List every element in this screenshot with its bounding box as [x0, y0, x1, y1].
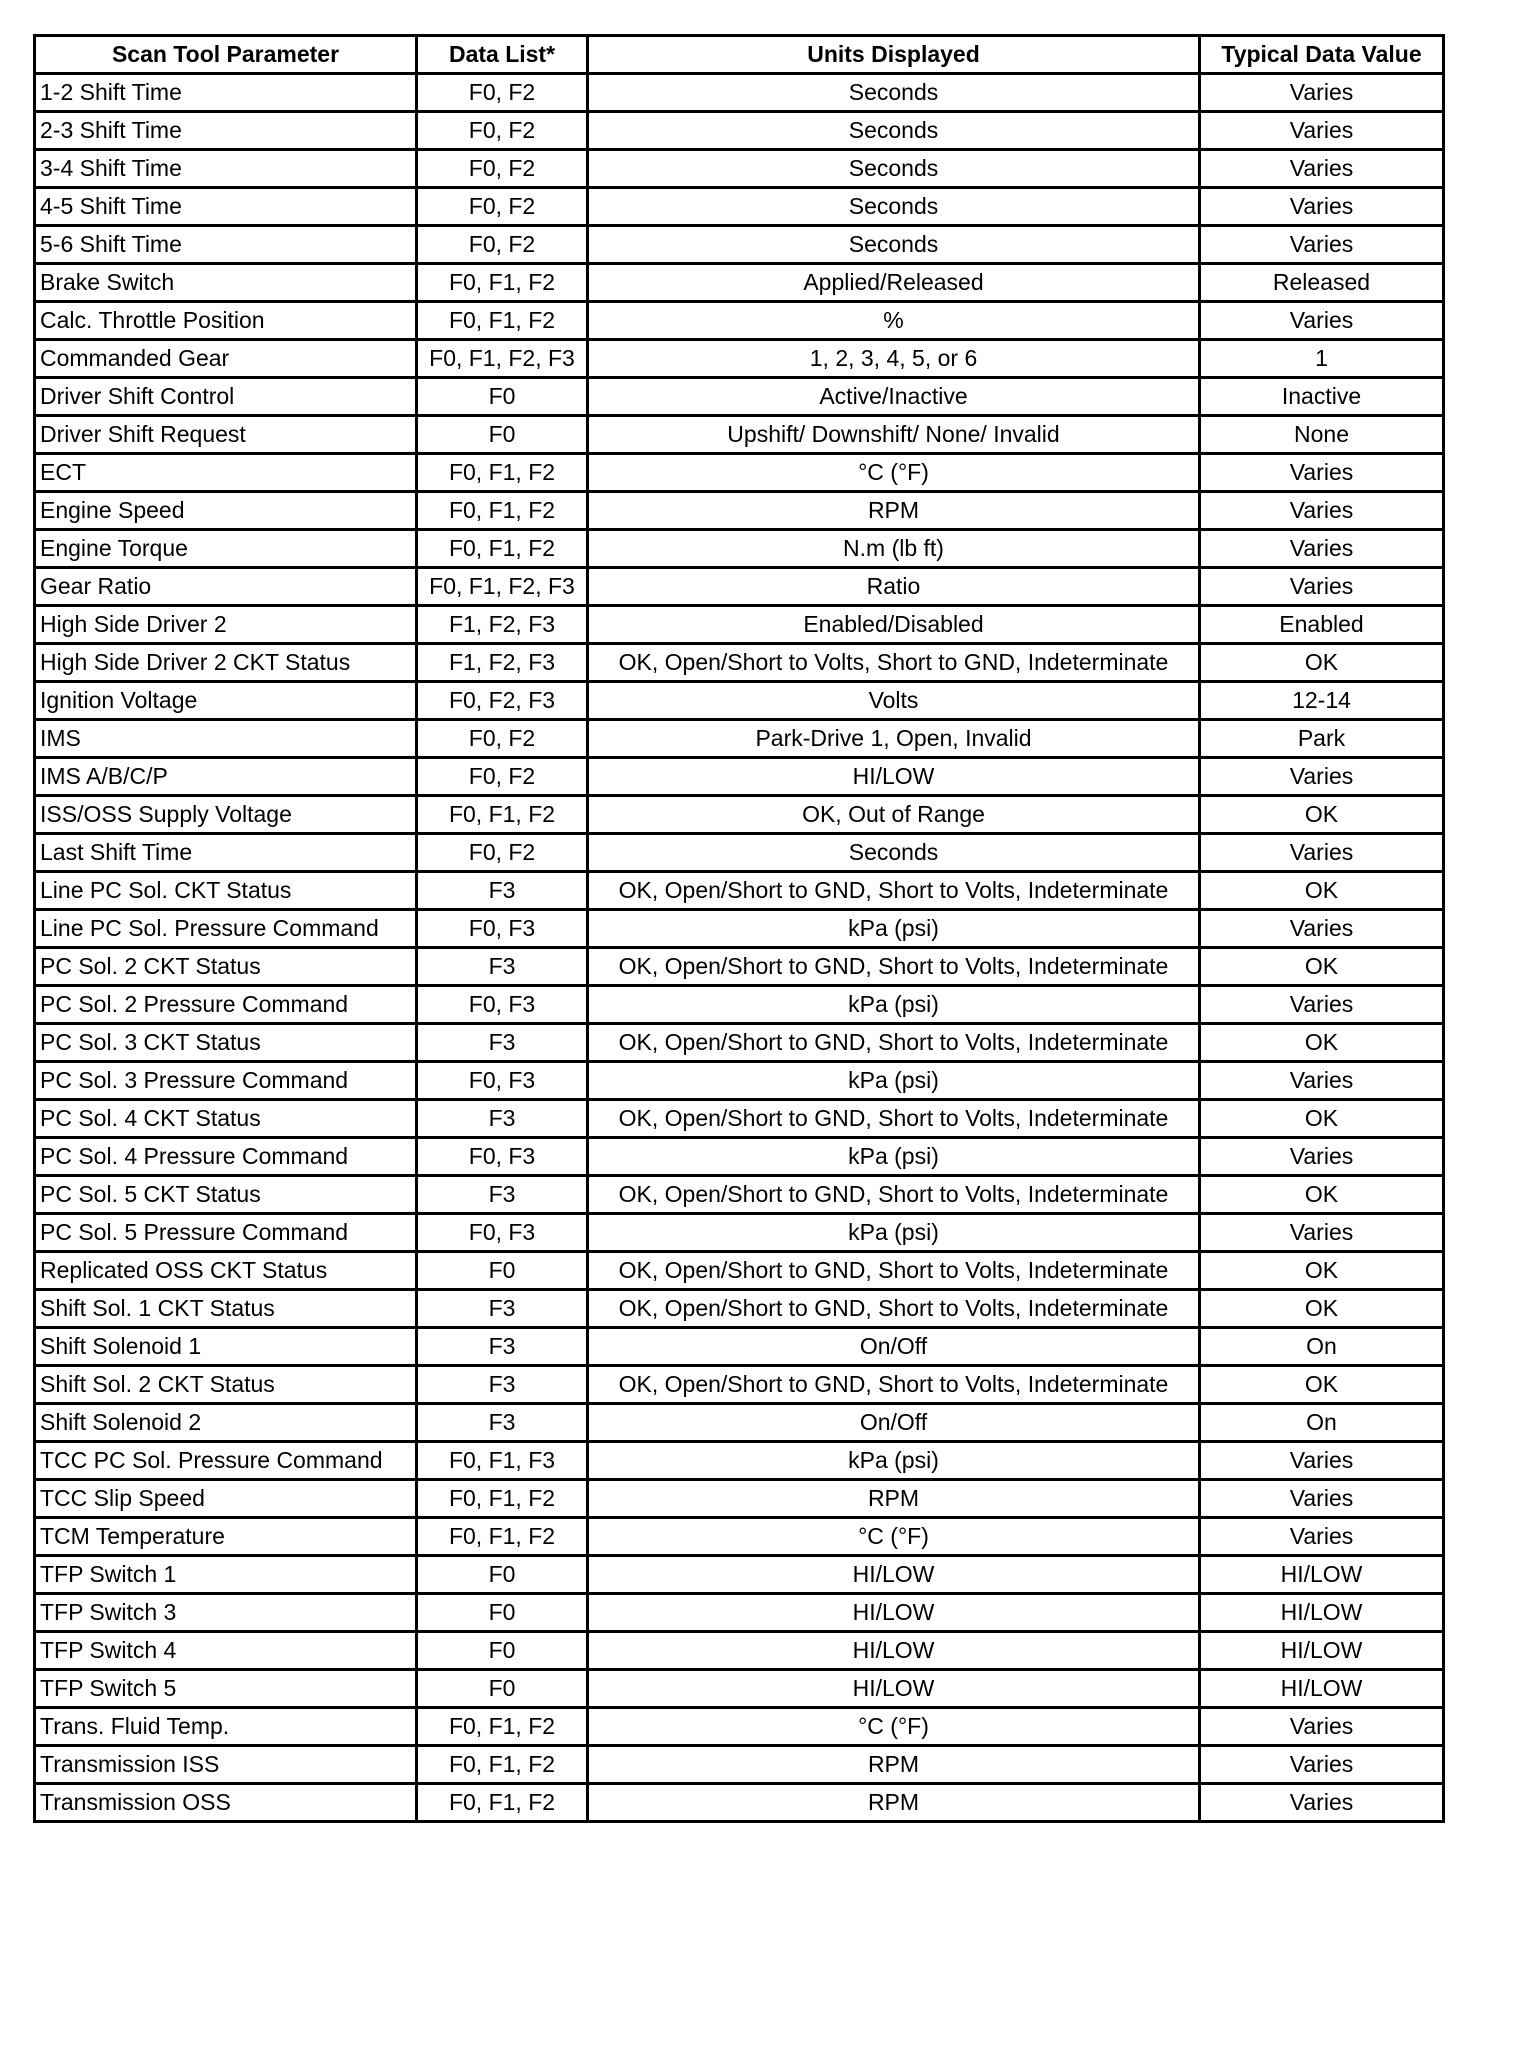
cell-units: OK, Open/Short to GND, Short to Volts, Indeterminate	[588, 872, 1200, 910]
cell-data-list: F0, F1, F2, F3	[417, 340, 588, 378]
table-row	[35, 644, 1444, 682]
table-row	[35, 188, 1444, 226]
cell-parameter: Shift Solenoid 2	[35, 1404, 417, 1442]
table-row	[35, 1632, 1444, 1670]
cell-units: 1, 2, 3, 4, 5, or 6	[588, 340, 1200, 378]
cell-units: Seconds	[588, 150, 1200, 188]
table-row	[35, 1518, 1444, 1556]
table-row	[35, 1708, 1444, 1746]
table-row	[35, 986, 1444, 1024]
cell-parameter: Engine Torque	[35, 530, 417, 568]
cell-parameter: Line PC Sol. Pressure Command	[35, 910, 417, 948]
cell-parameter: TFP Switch 5	[35, 1670, 417, 1708]
table-row	[35, 1214, 1444, 1252]
table-row	[35, 1442, 1444, 1480]
cell-parameter: TFP Switch 4	[35, 1632, 417, 1670]
cell-data-list: F3	[417, 1176, 588, 1214]
table-row	[35, 1290, 1444, 1328]
cell-typical-value: OK	[1200, 1176, 1444, 1214]
table-row	[35, 1784, 1444, 1822]
cell-typical-value: 1	[1200, 340, 1444, 378]
cell-typical-value: Inactive	[1200, 378, 1444, 416]
table-body	[35, 74, 1444, 1822]
table-row	[35, 1024, 1444, 1062]
cell-parameter: 5-6 Shift Time	[35, 226, 417, 264]
table-row	[35, 758, 1444, 796]
cell-units: HI/LOW	[588, 1594, 1200, 1632]
table-row	[35, 910, 1444, 948]
cell-data-list: F0, F1, F2	[417, 1746, 588, 1784]
table-row	[35, 264, 1444, 302]
cell-parameter: IMS	[35, 720, 417, 758]
table-row	[35, 1746, 1444, 1784]
cell-parameter: Last Shift Time	[35, 834, 417, 872]
cell-parameter: TCM Temperature	[35, 1518, 417, 1556]
cell-typical-value: Varies	[1200, 986, 1444, 1024]
cell-units: Enabled/Disabled	[588, 606, 1200, 644]
cell-typical-value: Released	[1200, 264, 1444, 302]
cell-typical-value: Varies	[1200, 302, 1444, 340]
cell-typical-value: Varies	[1200, 1746, 1444, 1784]
cell-data-list: F0	[417, 416, 588, 454]
cell-parameter: PC Sol. 5 Pressure Command	[35, 1214, 417, 1252]
table-row	[35, 454, 1444, 492]
cell-units: OK, Open/Short to GND, Short to Volts, Indeterminate	[588, 1024, 1200, 1062]
cell-typical-value: Enabled	[1200, 606, 1444, 644]
cell-data-list: F0	[417, 1252, 588, 1290]
cell-units: HI/LOW	[588, 758, 1200, 796]
cell-units: kPa (psi)	[588, 1214, 1200, 1252]
cell-parameter: PC Sol. 5 CKT Status	[35, 1176, 417, 1214]
cell-typical-value: HI/LOW	[1200, 1632, 1444, 1670]
cell-units: °C (°F)	[588, 1708, 1200, 1746]
cell-data-list: F0, F1, F2	[417, 1784, 588, 1822]
cell-parameter: ECT	[35, 454, 417, 492]
cell-units: Seconds	[588, 226, 1200, 264]
table-row	[35, 530, 1444, 568]
cell-typical-value: Varies	[1200, 226, 1444, 264]
cell-parameter: Ignition Voltage	[35, 682, 417, 720]
cell-typical-value: Varies	[1200, 910, 1444, 948]
table-row	[35, 112, 1444, 150]
cell-typical-value: OK	[1200, 796, 1444, 834]
cell-typical-value: OK	[1200, 1024, 1444, 1062]
cell-units: RPM	[588, 1746, 1200, 1784]
table-row	[35, 302, 1444, 340]
cell-data-list: F0, F1, F3	[417, 1442, 588, 1480]
cell-typical-value: HI/LOW	[1200, 1670, 1444, 1708]
cell-units: N.m (lb ft)	[588, 530, 1200, 568]
cell-parameter: Shift Sol. 2 CKT Status	[35, 1366, 417, 1404]
cell-units: Ratio	[588, 568, 1200, 606]
cell-data-list: F3	[417, 1100, 588, 1138]
table-row	[35, 606, 1444, 644]
scan-tool-data-table	[33, 34, 1445, 1823]
cell-parameter: Gear Ratio	[35, 568, 417, 606]
cell-data-list: F0, F3	[417, 910, 588, 948]
cell-units: HI/LOW	[588, 1556, 1200, 1594]
cell-parameter: TFP Switch 1	[35, 1556, 417, 1594]
cell-units: OK, Open/Short to GND, Short to Volts, Indeterminate	[588, 1252, 1200, 1290]
cell-typical-value: None	[1200, 416, 1444, 454]
cell-parameter: Trans. Fluid Temp.	[35, 1708, 417, 1746]
cell-units: %	[588, 302, 1200, 340]
cell-parameter: IMS A/B/C/P	[35, 758, 417, 796]
cell-units: HI/LOW	[588, 1632, 1200, 1670]
cell-typical-value: Varies	[1200, 1442, 1444, 1480]
cell-parameter: Replicated OSS CKT Status	[35, 1252, 417, 1290]
cell-units: °C (°F)	[588, 1518, 1200, 1556]
table-row	[35, 340, 1444, 378]
table-row	[35, 1176, 1444, 1214]
cell-units: OK, Open/Short to GND, Short to Volts, Indeterminate	[588, 1100, 1200, 1138]
cell-data-list: F3	[417, 1290, 588, 1328]
cell-data-list: F1, F2, F3	[417, 606, 588, 644]
cell-units: RPM	[588, 492, 1200, 530]
cell-typical-value: HI/LOW	[1200, 1556, 1444, 1594]
cell-typical-value: OK	[1200, 872, 1444, 910]
cell-parameter: PC Sol. 2 CKT Status	[35, 948, 417, 986]
cell-data-list: F0	[417, 1556, 588, 1594]
cell-parameter: TCC Slip Speed	[35, 1480, 417, 1518]
cell-typical-value: Varies	[1200, 758, 1444, 796]
cell-typical-value: Park	[1200, 720, 1444, 758]
table-row	[35, 682, 1444, 720]
table-row	[35, 872, 1444, 910]
cell-units: kPa (psi)	[588, 986, 1200, 1024]
cell-data-list: F0	[417, 378, 588, 416]
cell-units: RPM	[588, 1480, 1200, 1518]
cell-units: RPM	[588, 1784, 1200, 1822]
cell-units: Seconds	[588, 188, 1200, 226]
cell-parameter: Transmission OSS	[35, 1784, 417, 1822]
table-row	[35, 948, 1444, 986]
table-row	[35, 1328, 1444, 1366]
table-row	[35, 1670, 1444, 1708]
cell-typical-value: Varies	[1200, 1062, 1444, 1100]
cell-units: kPa (psi)	[588, 1442, 1200, 1480]
cell-units: OK, Out of Range	[588, 796, 1200, 834]
table-row	[35, 1480, 1444, 1518]
table-row	[35, 796, 1444, 834]
cell-data-list: F0, F1, F2	[417, 492, 588, 530]
cell-typical-value: On	[1200, 1404, 1444, 1442]
table-row	[35, 378, 1444, 416]
cell-parameter: PC Sol. 2 Pressure Command	[35, 986, 417, 1024]
cell-typical-value: HI/LOW	[1200, 1594, 1444, 1632]
cell-parameter: PC Sol. 4 CKT Status	[35, 1100, 417, 1138]
cell-data-list: F0, F2	[417, 74, 588, 112]
table-row	[35, 1138, 1444, 1176]
cell-data-list: F0, F2	[417, 150, 588, 188]
cell-parameter: High Side Driver 2 CKT Status	[35, 644, 417, 682]
cell-parameter: Transmission ISS	[35, 1746, 417, 1784]
cell-parameter: 4-5 Shift Time	[35, 188, 417, 226]
cell-parameter: 3-4 Shift Time	[35, 150, 417, 188]
table-row	[35, 1100, 1444, 1138]
cell-typical-value: OK	[1200, 1366, 1444, 1404]
cell-data-list: F0	[417, 1594, 588, 1632]
scan-tool-data-sheet	[33, 34, 1442, 1823]
cell-units: Applied/Released	[588, 264, 1200, 302]
cell-data-list: F3	[417, 948, 588, 986]
cell-parameter: High Side Driver 2	[35, 606, 417, 644]
cell-typical-value: Varies	[1200, 834, 1444, 872]
cell-units: Seconds	[588, 112, 1200, 150]
cell-data-list: F0, F2	[417, 188, 588, 226]
table-row	[35, 74, 1444, 112]
cell-parameter: Shift Sol. 1 CKT Status	[35, 1290, 417, 1328]
cell-units: OK, Open/Short to GND, Short to Volts, Indeterminate	[588, 1366, 1200, 1404]
cell-data-list: F0, F3	[417, 986, 588, 1024]
cell-typical-value: On	[1200, 1328, 1444, 1366]
cell-typical-value: Varies	[1200, 1214, 1444, 1252]
cell-units: Upshift/ Downshift/ None/ Invalid	[588, 416, 1200, 454]
cell-data-list: F0, F1, F2	[417, 1480, 588, 1518]
cell-typical-value: Varies	[1200, 1480, 1444, 1518]
cell-data-list: F0, F3	[417, 1214, 588, 1252]
cell-units: Seconds	[588, 74, 1200, 112]
cell-parameter: PC Sol. 3 CKT Status	[35, 1024, 417, 1062]
cell-data-list: F0, F2	[417, 226, 588, 264]
cell-typical-value: 12-14	[1200, 682, 1444, 720]
cell-parameter: Calc. Throttle Position	[35, 302, 417, 340]
cell-parameter: Driver Shift Request	[35, 416, 417, 454]
cell-data-list: F0, F2	[417, 720, 588, 758]
cell-parameter: Engine Speed	[35, 492, 417, 530]
cell-data-list: F0, F2	[417, 834, 588, 872]
cell-data-list: F3	[417, 872, 588, 910]
cell-parameter: Driver Shift Control	[35, 378, 417, 416]
cell-data-list: F0, F1, F2	[417, 1518, 588, 1556]
cell-typical-value: OK	[1200, 1100, 1444, 1138]
table-row	[35, 1062, 1444, 1100]
table-row	[35, 1252, 1444, 1290]
cell-parameter: Commanded Gear	[35, 340, 417, 378]
cell-typical-value: Varies	[1200, 1138, 1444, 1176]
cell-units: °C (°F)	[588, 454, 1200, 492]
cell-units: On/Off	[588, 1404, 1200, 1442]
cell-typical-value: Varies	[1200, 492, 1444, 530]
cell-data-list: F0, F1, F2	[417, 530, 588, 568]
cell-data-list: F0, F1, F2, F3	[417, 568, 588, 606]
table-row	[35, 416, 1444, 454]
cell-data-list: F0, F1, F2	[417, 454, 588, 492]
table-row	[35, 1404, 1444, 1442]
column-header-typical-value: Typical Data Value	[1200, 36, 1444, 74]
table-row	[35, 1556, 1444, 1594]
cell-typical-value: Varies	[1200, 530, 1444, 568]
cell-data-list: F1, F2, F3	[417, 644, 588, 682]
cell-units: kPa (psi)	[588, 1062, 1200, 1100]
cell-parameter: TCC PC Sol. Pressure Command	[35, 1442, 417, 1480]
table-row	[35, 568, 1444, 606]
table-row	[35, 150, 1444, 188]
cell-data-list: F0	[417, 1632, 588, 1670]
cell-typical-value: Varies	[1200, 1784, 1444, 1822]
cell-data-list: F0, F1, F2	[417, 1708, 588, 1746]
cell-data-list: F0, F1, F2	[417, 264, 588, 302]
cell-typical-value: Varies	[1200, 568, 1444, 606]
cell-parameter: 2-3 Shift Time	[35, 112, 417, 150]
cell-data-list: F3	[417, 1366, 588, 1404]
cell-data-list: F0, F1, F2	[417, 796, 588, 834]
cell-parameter: ISS/OSS Supply Voltage	[35, 796, 417, 834]
cell-data-list: F0, F2, F3	[417, 682, 588, 720]
cell-typical-value: Varies	[1200, 112, 1444, 150]
cell-parameter: 1-2 Shift Time	[35, 74, 417, 112]
table-row	[35, 492, 1444, 530]
cell-units: Park-Drive 1, Open, Invalid	[588, 720, 1200, 758]
table-row	[35, 720, 1444, 758]
cell-parameter: TFP Switch 3	[35, 1594, 417, 1632]
cell-units: Volts	[588, 682, 1200, 720]
column-header-parameter: Scan Tool Parameter	[35, 36, 417, 74]
cell-typical-value: Varies	[1200, 150, 1444, 188]
table-row	[35, 834, 1444, 872]
cell-data-list: F0, F1, F2	[417, 302, 588, 340]
cell-typical-value: Varies	[1200, 454, 1444, 492]
cell-units: kPa (psi)	[588, 910, 1200, 948]
cell-data-list: F3	[417, 1404, 588, 1442]
cell-data-list: F0, F3	[417, 1138, 588, 1176]
cell-units: OK, Open/Short to GND, Short to Volts, Indeterminate	[588, 948, 1200, 986]
cell-parameter: Shift Solenoid 1	[35, 1328, 417, 1366]
cell-units: kPa (psi)	[588, 1138, 1200, 1176]
cell-data-list: F0, F2	[417, 112, 588, 150]
cell-units: Active/Inactive	[588, 378, 1200, 416]
cell-typical-value: Varies	[1200, 188, 1444, 226]
cell-typical-value: Varies	[1200, 1708, 1444, 1746]
table-row	[35, 1366, 1444, 1404]
table-row	[35, 226, 1444, 264]
cell-parameter: Line PC Sol. CKT Status	[35, 872, 417, 910]
cell-typical-value: Varies	[1200, 74, 1444, 112]
column-header-data-list: Data List*	[417, 36, 588, 74]
cell-typical-value: Varies	[1200, 1518, 1444, 1556]
cell-data-list: F0	[417, 1670, 588, 1708]
table-row	[35, 1594, 1444, 1632]
cell-units: Seconds	[588, 834, 1200, 872]
cell-typical-value: OK	[1200, 644, 1444, 682]
cell-parameter: PC Sol. 4 Pressure Command	[35, 1138, 417, 1176]
cell-data-list: F3	[417, 1328, 588, 1366]
cell-units: OK, Open/Short to GND, Short to Volts, Indeterminate	[588, 1176, 1200, 1214]
cell-data-list: F0, F3	[417, 1062, 588, 1100]
cell-units: OK, Open/Short to GND, Short to Volts, Indeterminate	[588, 1290, 1200, 1328]
column-header-units: Units Displayed	[588, 36, 1200, 74]
cell-data-list: F3	[417, 1024, 588, 1062]
cell-units: OK, Open/Short to Volts, Short to GND, Indeterminate	[588, 644, 1200, 682]
cell-parameter: Brake Switch	[35, 264, 417, 302]
cell-units: On/Off	[588, 1328, 1200, 1366]
cell-typical-value: OK	[1200, 1252, 1444, 1290]
header-row	[35, 36, 1444, 74]
cell-units: HI/LOW	[588, 1670, 1200, 1708]
cell-typical-value: OK	[1200, 948, 1444, 986]
cell-parameter: PC Sol. 3 Pressure Command	[35, 1062, 417, 1100]
cell-data-list: F0, F2	[417, 758, 588, 796]
cell-typical-value: OK	[1200, 1290, 1444, 1328]
